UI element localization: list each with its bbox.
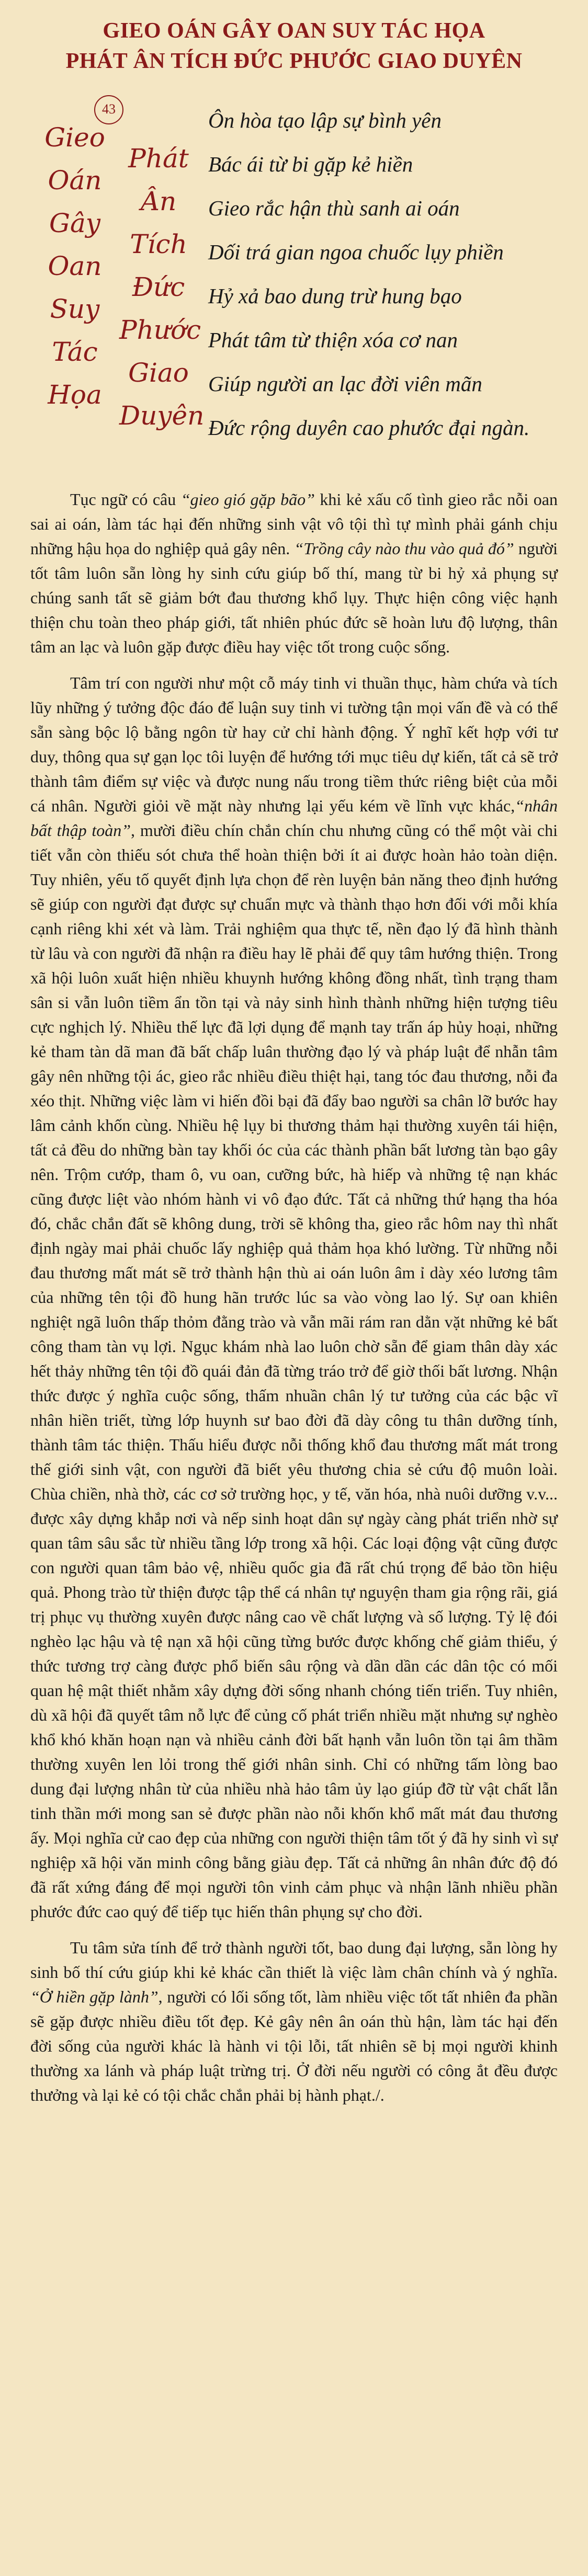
quoted-proverb: “Trồng cây nào thu vào quả đó” bbox=[294, 539, 514, 558]
poem-line: Ôn hòa tạo lập sự bình yên bbox=[208, 108, 442, 132]
calligraphy-word: Oán bbox=[48, 165, 102, 196]
calligraphy-word: Oan bbox=[48, 251, 102, 281]
text-run: khi kẻ xấu cố tình gieo rắc nỗi oan sai ai oán, làm tác hại đến những sinh vật vô tội thì tự mình phải gánh chịu những hậu họa do nghiệp quả gây nên. bbox=[30, 490, 558, 558]
text-run: , người có lối sống tốt, làm nhiều việc tốt tất nhiên đa phần sẽ gặp được nhiều điều tốt đẹp. Kẻ gây nên ân oán thù hận, làm tác hại đến đời sống của người khác là hành vi tội lỗi, tất nhiên sẽ bị mọi người khinh thường xa lánh và pháp luật trừng trị. Ở đời nếu người có công ắt đều được thưởng và lại kẻ có tội chắc chắn phải bị hành phạt./. bbox=[30, 1987, 558, 2104]
calligraphy-column-right bbox=[119, 137, 205, 437]
calligraphy-word: Tích bbox=[130, 229, 187, 259]
calligraphy-word: Suy bbox=[50, 294, 100, 324]
document-title bbox=[30, 16, 558, 76]
poem-line: Dối trá gian ngoa chuốc lụy phiền bbox=[208, 240, 504, 264]
number-badge: 43 bbox=[94, 95, 123, 124]
poem bbox=[208, 98, 558, 450]
poem-line: Phát tâm từ thiện xóa cơ nan bbox=[208, 328, 458, 352]
calligraphy-word: Duyên bbox=[119, 400, 205, 431]
calligraphy-title bbox=[36, 95, 205, 472]
text-run: người tốt tâm luôn sẵn lòng hy sinh cứu giúp bố thí, mang từ bi hỷ xả phụng sự chúng sanh tất sẽ giảm bớt đau thương khổ lụy. Thực hiện công việc hạnh thiện chu toàn theo pháp giới, tất nhiên phúc đức sẽ hoàn lưu độ lượng, thân tâm an lạc và luôn gặp được điều hay việc tốt trong cuộc sống. bbox=[30, 539, 558, 656]
poem-line: Giúp người an lạc đời viên mãn bbox=[208, 372, 482, 396]
calligraphy-word: Phước bbox=[119, 315, 201, 345]
calligraphy-word: Giao bbox=[128, 358, 189, 388]
poem-line: Hỷ xả bao dung trừ hung bạo bbox=[208, 284, 462, 308]
calligraphy-word: Họa bbox=[48, 380, 102, 410]
text-run: Tâm trí con người như một cỗ máy tinh vi thuần thục, hàm chứa và tích lũy những ý tưởng độc đáo để luận suy tinh vi tường tận mọi vấn đề và có thể sẵn sàng bộc lộ bằng ngôn từ hay cử chỉ hành động. Ý nghĩ kết hợp với tư duy, thông qua sự gạn lọc tôi luyện để hướng tới mục tiêu dự kiến, tất cả sẽ trở thành tâm điểm sự việc và được nung nấu trong tiềm thức riêng biệt của mỗi cá nhân. Người giỏi về mặt này nhưng lại yếu kém về lĩnh vực khác, bbox=[30, 673, 558, 815]
calligraphy-word: Tác bbox=[52, 337, 98, 367]
essay-paragraph-2 bbox=[30, 671, 558, 1924]
poem-line: Bác ái từ bi gặp kẻ hiền bbox=[208, 152, 413, 176]
quoted-proverb: “gieo gió gặp bão” bbox=[180, 490, 315, 509]
title-line-2: PHÁT ÂN TÍCH ĐỨC PHƯỚC GIAO DUYÊN bbox=[65, 49, 523, 73]
calligraphy-word: Ân bbox=[140, 186, 177, 216]
text-run: Tu tâm sửa tính để trở thành người tốt, bao dung đại lượng, sẵn lòng hy sinh bố thí cứu giúp khi kẻ khác cần thiết là việc làm chân chính và ý nghĩa. bbox=[30, 1938, 558, 1982]
text-run: , mười điều chín chắn chín chu nhưng cũng có thể một vài chi tiết vẫn còn thiếu sót chưa thể hoàn thiện bởi ít ai được hoàn hảo toàn diện. Tuy nhiên, yếu tố quyết định lựa chọn để rèn luyện bản năng theo định hướng sẽ giúp con người đạt được sự chuẩn mực và thành thạo hơn đối với mỗi khía cạnh riêng khi xét và làm. Trải nghiệm qua thực tế, nền đạo lý đã hình thành từ lâu và con người đã nhận ra điều hay lẽ phải để quy tâm hướng thiện. Trong xã hội luôn xuất hiện nhiều khuynh hướng không đồng nhất, tình trạng tham sân si vẫn luôn tiềm ẩn tồn tại và nảy sinh hình thành những hiện tượng tiêu cực nghịch lý. Nhiều thế lực đã lợi dụng để mạnh tay trấn áp hủy hoại, những kẻ tham tàn dã man đã bất chấp luân thường đạo lý và pháp luật để nhẫn tâm gây nên những tội ác, gieo rắc nhiều điều thiệt hại, tang tóc đau thương, nỗi đa xéo thịt. Những việc làm vi hiến đồi bại đã đẩy bao người sa chân lỡ bước hay lâm cảnh khốn cùng. Nhiều hệ lụy bi thương thảm hại thường xuyên tái hiện, tất cả đều do những bàn tay khối óc của các thành phần bất lương tàn bạo gây nên. Trộm cướp, tham ô, vu oan, cưỡng bức, hà hiếp và những tệ nạn khác cũng được liệt vào nhóm hành vi vô đạo đức. Tất cả những thứ hạng tha hóa đó, chắc chắn đất sẽ không dung, trời sẽ không tha, gieo rắc hôm nay thì nhất định ngày mai phải chuốc lấy nghiệp quả thảm họa khó lường. Từ những nỗi đau thương mất mát sẽ trở thành hận thù ai oán luôn âm ỉ dày xéo lương tâm của những tên tội đồ hung hãn trước lúc sa vào vòng lao lý. Sự oan khiên nghiệt ngã luôn thấp thỏm đằng trào và vẫn mãi rám ran dằn vặt những kẻ bất công tham tàn vụ lợi. Ngục khám nhà lao luôn chờ sẵn để giam thân dày xác hết thảy những tên tội đồ quái đản đã từng tráo trở để giờ thối bất lương. Nhận thức được ý nghĩa cuộc sống, thấm nhuần chân lý tư tưởng của các bậc vĩ nhân hiền triết, từng lớp huynh sư bao đời đã dày công tu thân dưỡng tính, thành tâm tác thiện. Thấu hiểu được nỗi thống khổ đau thương mất mát trong thế giới sinh vật, con người đã biết yêu thương chia sẻ cứu độ muôn loài. Chùa chiền, nhà thờ, các cơ sở trường học, y tế, văn hóa, nhà nuôi dưỡng v.v... được xây dựng khắp nơi và nếp sinh hoạt dân sự ngày càng phát triển nhờ sự quan tâm sâu sắc từ nhiều tầng lớp trong xã hội. Các loại động vật cũng được con người quan tâm bảo vệ, nhiều quốc gia đã rất chú trọng để bảo tồn hiệu quả. Phong trào từ thiện được tập thể cá nhân tự nguyện tham gia rộng rãi, giá trị phục vụ thường xuyên được nâng cao về chất lượng và số lượng. Tỷ lệ đói nghèo lạc hậu và tệ nạn xã hội cũng từng bước được khống chế giảm thiểu, ý thức tương trợ càng được phổ biến sâu rộng và dần dần các dân tộc có mối quan hệ mật thiết nhằm xây dựng đời sống nhanh chóng tiến triển. Tuy nhiên, dù xã hội đã quyết tâm nỗ lực để củng cố phát triển nhiều mặt nhưng sự nghèo khổ khó khăn hoạn nạn và nhiều cảnh đời bất hạnh vẫn luôn tồn tại âm thầm thường xuyên len lỏi trong thế giới nhân sinh. Chỉ có những tấm lòng bao dung đại lượng nhân từ của nhiều nhà hảo tâm ủy lạo giúp đỡ từ vật chất lẫn tinh thần mới mong san sẻ được phần nào nỗi khốn khổ mất mát đau thương ấy. Mọi nghĩa cử cao đẹp của những con người thiện tâm tốt ý đã hy sinh vì sự nghiệp xã hội văn minh công bằng giàu đẹp. Tất cả những ân nhân đức độ đó đã rất xứng đáng để mọi người tôn vinh cảm phục và nhận lãnh nhiều phần phước đức cao quý để tiếp tục hiến thân phụng sự cho đời. bbox=[30, 821, 558, 1921]
title-line-1: GIEO OÁN GÂY OAN SUY TÁC HỌA bbox=[103, 19, 485, 43]
calligraphy-word: Phát bbox=[128, 143, 189, 174]
calligraphy-word: Gieo bbox=[44, 122, 105, 153]
text-run: Tục ngữ có câu bbox=[70, 490, 181, 509]
calligraphy-word: Gây bbox=[49, 208, 100, 238]
poem-line: Gieo rắc hận thù sanh ai oán bbox=[208, 196, 460, 220]
calligraphy-word: Đức bbox=[132, 272, 185, 302]
quoted-proverb: “Ở hiền gặp lành” bbox=[30, 1987, 159, 2006]
poem-header bbox=[30, 95, 558, 472]
quoted-proverb: “nhân bất thập toàn” bbox=[30, 796, 558, 840]
calligraphy-column-left bbox=[36, 116, 114, 416]
essay-paragraph-3 bbox=[30, 1936, 558, 2108]
essay-body bbox=[30, 487, 558, 2108]
poem-line: Đức rộng duyên cao phước đại ngàn. bbox=[208, 416, 530, 440]
essay-paragraph-1 bbox=[30, 487, 558, 659]
